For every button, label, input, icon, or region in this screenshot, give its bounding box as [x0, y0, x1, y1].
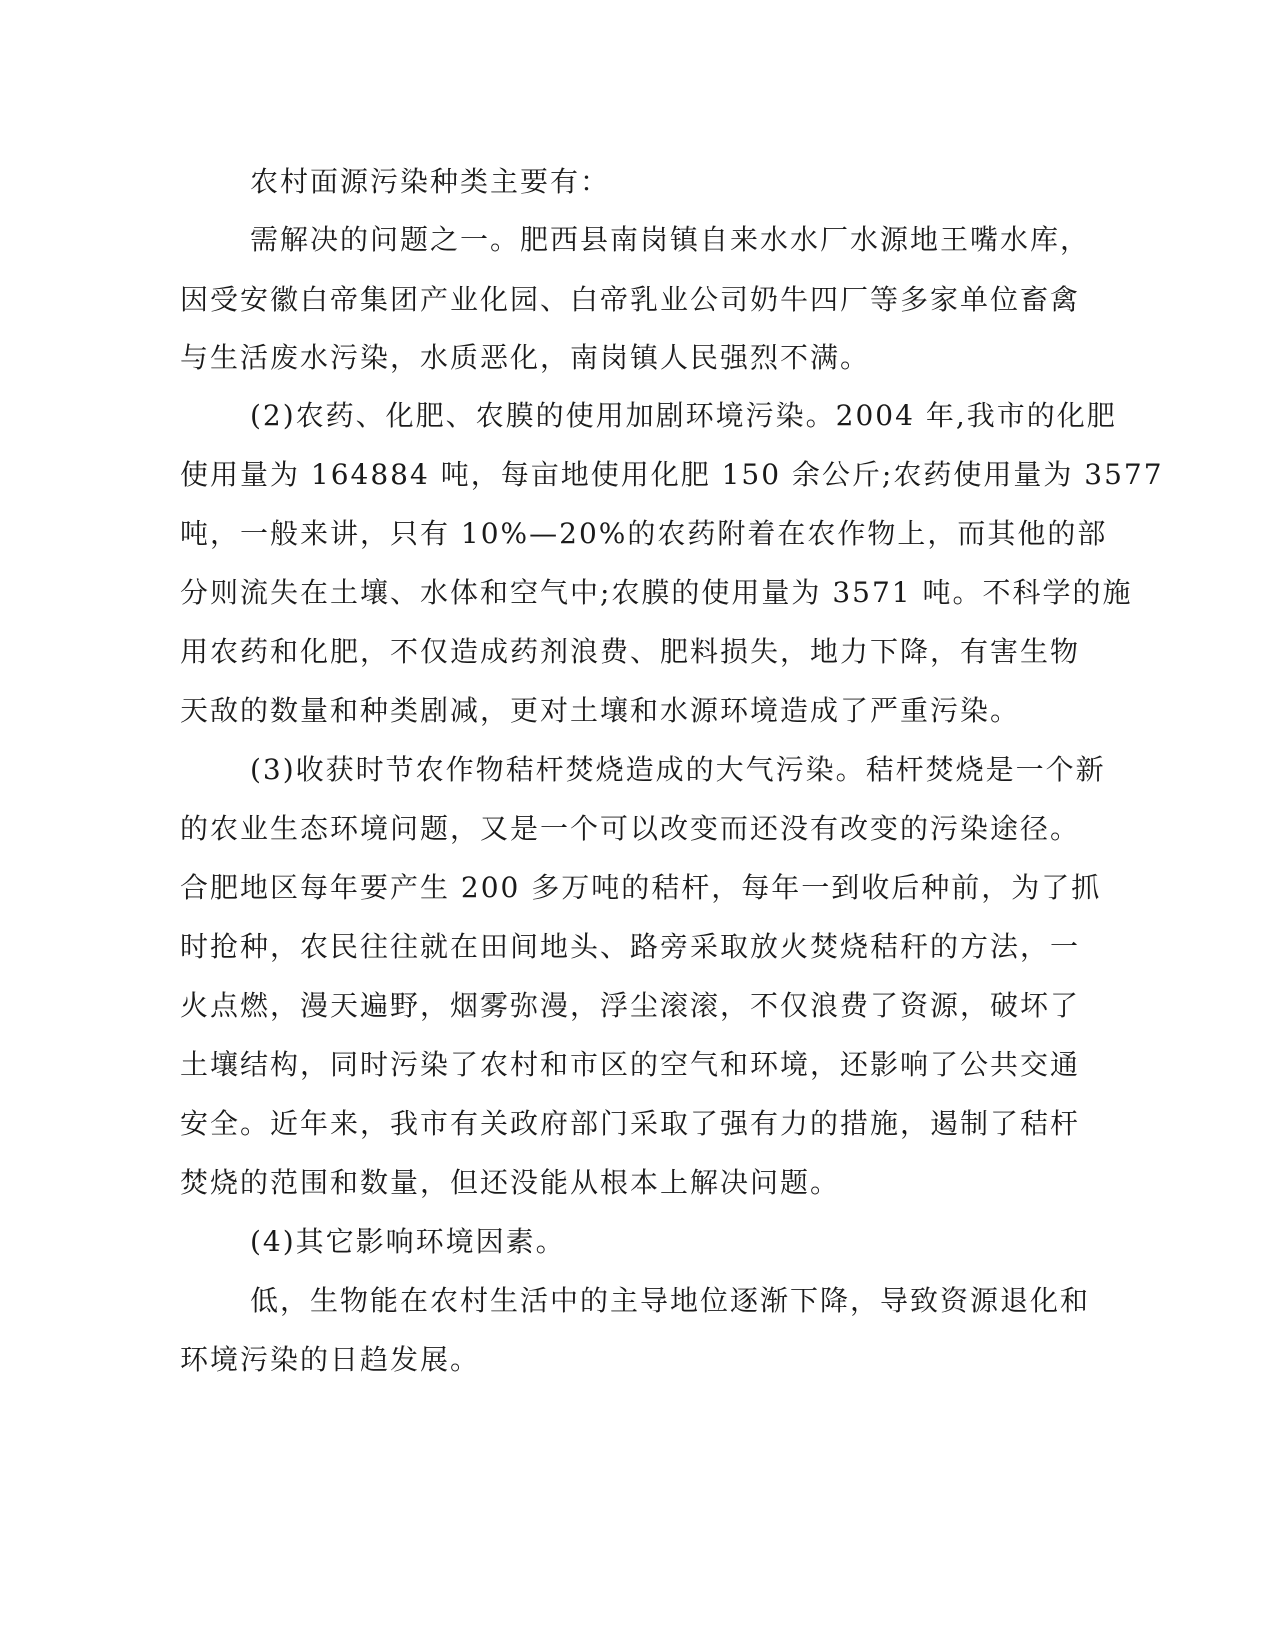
text-line: 火点燃，漫天遍野，烟雾弥漫，浮尘滚滚，不仅浪费了资源，破坏了 [180, 989, 1081, 1022]
text-line: 低，生物能在农村生活中的主导地位逐渐下降，导致资源退化和 [250, 1284, 1091, 1317]
text-line: 时抢种，农民往往就在田间地头、路旁采取放火焚烧秸秆的方法，一 [180, 930, 1081, 963]
text-line: (4)其它影响环境因素。 [250, 1225, 566, 1258]
text-line: 吨，一般来讲，只有 10%—20%的农药附着在农作物上，而其他的部 [180, 517, 1108, 550]
text-line: 土壤结构，同时污染了农村和市区的空气和环境，还影响了公共交通 [180, 1048, 1081, 1081]
text-line: (2)农药、化肥、农膜的使用加剧环境污染。2004 年,我市的化肥 [250, 399, 1117, 432]
text-line: 的农业生态环境问题，又是一个可以改变而还没有改变的污染途径。 [180, 812, 1081, 845]
text-line: 环境污染的日趋发展。 [180, 1343, 481, 1376]
text-line: 合肥地区每年要产生 200 多万吨的秸杆，每年一到收后种前，为了抓 [180, 871, 1102, 904]
text-line: 农村面源污染种类主要有： [250, 165, 611, 198]
text-line: (3)收获时节农作物秸杆焚烧造成的大气污染。秸杆焚烧是一个新 [250, 753, 1106, 786]
text-line: 分则流失在土壤、水体和空气中;农膜的使用量为 3571 吨。不科学的施 [180, 576, 1133, 609]
text-line: 焚烧的范围和数量，但还没能从根本上解决问题。 [180, 1166, 841, 1199]
text-line: 因受安徽白帝集团产业化园、白帝乳业公司奶牛四厂等多家单位畜禽 [180, 283, 1081, 316]
text-line: 与生活废水污染，水质恶化，南岗镇人民强烈不满。 [180, 341, 871, 374]
text-line: 天敌的数量和种类剧减，更对土壤和水源环境造成了严重污染。 [180, 694, 1021, 727]
text-line: 使用量为 164884 吨，每亩地使用化肥 150 余公斤;农药使用量为 3577 [180, 458, 1164, 491]
text-line: 安全。近年来，我市有关政府部门采取了强有力的措施，遏制了秸杆 [180, 1107, 1081, 1140]
text-line: 用农药和化肥，不仅造成药剂浪费、肥料损失，地力下降，有害生物 [180, 635, 1081, 668]
text-line: 需解决的问题之一。肥西县南岗镇自来水水厂水源地王嘴水库， [250, 223, 1091, 256]
